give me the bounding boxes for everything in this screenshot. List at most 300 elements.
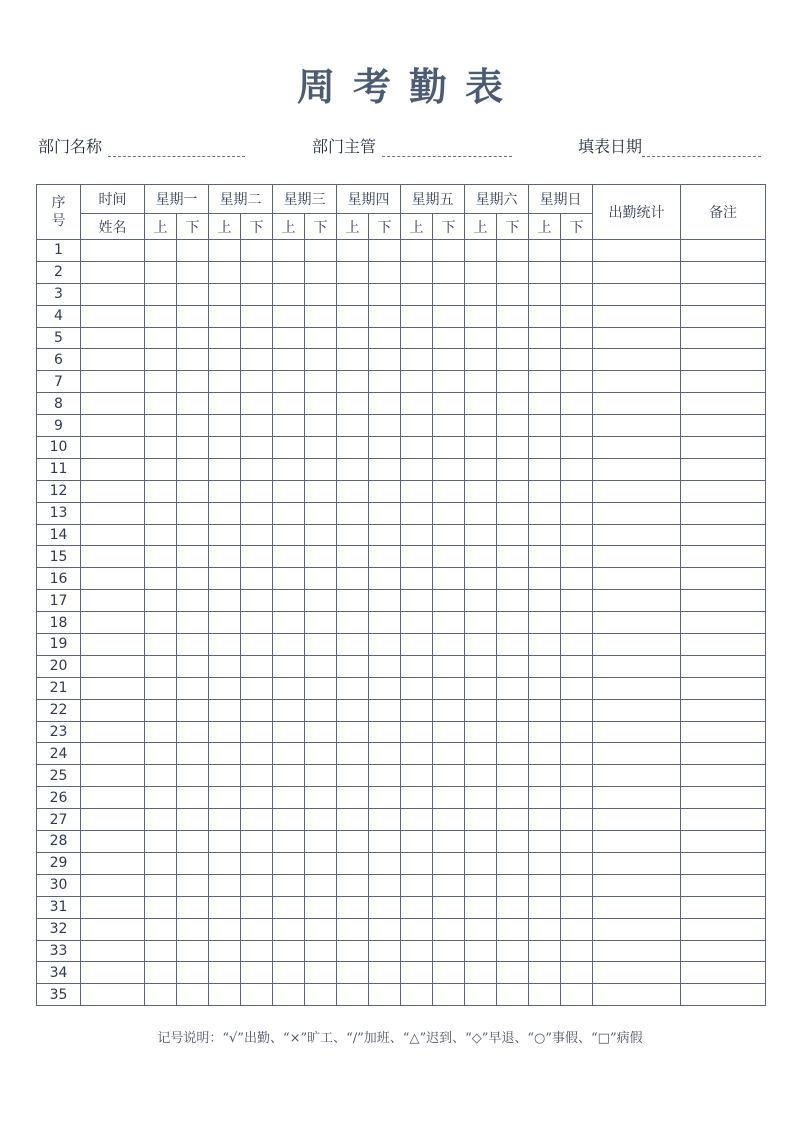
attendance-cell[interactable] [241, 962, 273, 984]
attendance-cell[interactable] [241, 721, 273, 743]
attendance-cell[interactable] [273, 743, 305, 765]
attendance-cell[interactable] [145, 874, 177, 896]
attendance-cell[interactable] [369, 984, 401, 1006]
attendance-cell[interactable] [433, 393, 465, 415]
attendance-cell[interactable] [145, 305, 177, 327]
attendance-cell[interactable] [337, 480, 369, 502]
attendance-cell[interactable] [369, 437, 401, 459]
attendance-cell[interactable] [305, 502, 337, 524]
attendance-cell[interactable] [145, 261, 177, 283]
attendance-cell[interactable] [305, 612, 337, 634]
attendance-cell[interactable] [401, 787, 433, 809]
attendance-cell[interactable] [273, 721, 305, 743]
attendance-total-cell[interactable] [593, 327, 681, 349]
attendance-cell[interactable] [369, 699, 401, 721]
name-cell[interactable] [81, 480, 145, 502]
attendance-cell[interactable] [177, 699, 209, 721]
attendance-cell[interactable] [433, 437, 465, 459]
attendance-cell[interactable] [145, 546, 177, 568]
attendance-cell[interactable] [241, 327, 273, 349]
name-cell[interactable] [81, 984, 145, 1006]
attendance-cell[interactable] [145, 349, 177, 371]
name-cell[interactable] [81, 415, 145, 437]
attendance-cell[interactable] [305, 349, 337, 371]
attendance-cell[interactable] [241, 896, 273, 918]
attendance-cell[interactable] [177, 765, 209, 787]
attendance-cell[interactable] [337, 918, 369, 940]
remarks-cell[interactable] [681, 940, 766, 962]
attendance-cell[interactable] [529, 240, 561, 262]
attendance-cell[interactable] [561, 677, 593, 699]
attendance-cell[interactable] [561, 765, 593, 787]
attendance-cell[interactable] [369, 918, 401, 940]
attendance-cell[interactable] [369, 634, 401, 656]
attendance-cell[interactable] [561, 393, 593, 415]
attendance-cell[interactable] [305, 940, 337, 962]
attendance-cell[interactable] [561, 371, 593, 393]
attendance-cell[interactable] [337, 984, 369, 1006]
attendance-cell[interactable] [241, 261, 273, 283]
attendance-cell[interactable] [241, 699, 273, 721]
attendance-cell[interactable] [529, 546, 561, 568]
attendance-cell[interactable] [177, 634, 209, 656]
attendance-cell[interactable] [465, 568, 497, 590]
attendance-cell[interactable] [273, 349, 305, 371]
attendance-cell[interactable] [177, 480, 209, 502]
remarks-cell[interactable] [681, 677, 766, 699]
attendance-cell[interactable] [305, 437, 337, 459]
remarks-cell[interactable] [681, 699, 766, 721]
attendance-cell[interactable] [369, 852, 401, 874]
attendance-cell[interactable] [241, 852, 273, 874]
attendance-cell[interactable] [273, 962, 305, 984]
attendance-cell[interactable] [401, 283, 433, 305]
name-cell[interactable] [81, 655, 145, 677]
attendance-cell[interactable] [529, 437, 561, 459]
attendance-cell[interactable] [273, 677, 305, 699]
attendance-cell[interactable] [177, 283, 209, 305]
attendance-cell[interactable] [497, 415, 529, 437]
attendance-cell[interactable] [369, 349, 401, 371]
attendance-cell[interactable] [273, 896, 305, 918]
attendance-cell[interactable] [433, 852, 465, 874]
attendance-cell[interactable] [337, 655, 369, 677]
attendance-total-cell[interactable] [593, 765, 681, 787]
attendance-cell[interactable] [241, 743, 273, 765]
attendance-cell[interactable] [529, 874, 561, 896]
attendance-cell[interactable] [273, 393, 305, 415]
attendance-cell[interactable] [497, 655, 529, 677]
attendance-cell[interactable] [433, 283, 465, 305]
attendance-cell[interactable] [465, 349, 497, 371]
attendance-cell[interactable] [561, 721, 593, 743]
attendance-cell[interactable] [497, 809, 529, 831]
attendance-cell[interactable] [209, 393, 241, 415]
attendance-cell[interactable] [209, 918, 241, 940]
attendance-cell[interactable] [369, 415, 401, 437]
name-cell[interactable] [81, 896, 145, 918]
attendance-cell[interactable] [497, 962, 529, 984]
attendance-cell[interactable] [369, 261, 401, 283]
attendance-cell[interactable] [401, 371, 433, 393]
name-cell[interactable] [81, 612, 145, 634]
attendance-cell[interactable] [177, 787, 209, 809]
attendance-cell[interactable] [305, 240, 337, 262]
remarks-cell[interactable] [681, 852, 766, 874]
attendance-cell[interactable] [561, 962, 593, 984]
attendance-cell[interactable] [433, 240, 465, 262]
attendance-cell[interactable] [369, 874, 401, 896]
attendance-cell[interactable] [465, 874, 497, 896]
attendance-cell[interactable] [209, 655, 241, 677]
name-cell[interactable] [81, 524, 145, 546]
attendance-cell[interactable] [177, 437, 209, 459]
attendance-cell[interactable] [401, 655, 433, 677]
attendance-cell[interactable] [273, 305, 305, 327]
attendance-cell[interactable] [305, 546, 337, 568]
attendance-cell[interactable] [145, 852, 177, 874]
attendance-cell[interactable] [401, 546, 433, 568]
attendance-cell[interactable] [369, 327, 401, 349]
attendance-cell[interactable] [433, 699, 465, 721]
attendance-cell[interactable] [273, 634, 305, 656]
attendance-cell[interactable] [209, 809, 241, 831]
attendance-cell[interactable] [465, 962, 497, 984]
remarks-cell[interactable] [681, 831, 766, 853]
remarks-cell[interactable] [681, 261, 766, 283]
attendance-cell[interactable] [529, 896, 561, 918]
name-cell[interactable] [81, 634, 145, 656]
attendance-cell[interactable] [433, 634, 465, 656]
attendance-cell[interactable] [465, 787, 497, 809]
attendance-cell[interactable] [497, 546, 529, 568]
name-cell[interactable] [81, 962, 145, 984]
attendance-cell[interactable] [145, 568, 177, 590]
attendance-cell[interactable] [209, 896, 241, 918]
attendance-cell[interactable] [401, 458, 433, 480]
attendance-cell[interactable] [241, 437, 273, 459]
name-cell[interactable] [81, 546, 145, 568]
attendance-cell[interactable] [401, 261, 433, 283]
attendance-cell[interactable] [529, 393, 561, 415]
attendance-cell[interactable] [177, 962, 209, 984]
attendance-cell[interactable] [401, 568, 433, 590]
name-cell[interactable] [81, 677, 145, 699]
attendance-cell[interactable] [337, 261, 369, 283]
attendance-cell[interactable] [529, 371, 561, 393]
attendance-cell[interactable] [145, 612, 177, 634]
attendance-total-cell[interactable] [593, 524, 681, 546]
attendance-cell[interactable] [529, 765, 561, 787]
attendance-cell[interactable] [145, 283, 177, 305]
attendance-cell[interactable] [497, 524, 529, 546]
attendance-cell[interactable] [209, 437, 241, 459]
attendance-cell[interactable] [177, 393, 209, 415]
attendance-cell[interactable] [305, 655, 337, 677]
attendance-cell[interactable] [465, 896, 497, 918]
attendance-cell[interactable] [145, 809, 177, 831]
name-cell[interactable] [81, 283, 145, 305]
name-cell[interactable] [81, 852, 145, 874]
attendance-cell[interactable] [401, 305, 433, 327]
attendance-cell[interactable] [369, 240, 401, 262]
attendance-cell[interactable] [337, 349, 369, 371]
attendance-cell[interactable] [209, 415, 241, 437]
attendance-cell[interactable] [305, 896, 337, 918]
attendance-cell[interactable] [369, 831, 401, 853]
attendance-cell[interactable] [305, 283, 337, 305]
attendance-cell[interactable] [337, 787, 369, 809]
attendance-cell[interactable] [561, 655, 593, 677]
attendance-cell[interactable] [337, 283, 369, 305]
attendance-cell[interactable] [241, 393, 273, 415]
attendance-cell[interactable] [209, 590, 241, 612]
remarks-cell[interactable] [681, 415, 766, 437]
attendance-cell[interactable] [369, 480, 401, 502]
attendance-cell[interactable] [273, 809, 305, 831]
attendance-cell[interactable] [465, 261, 497, 283]
attendance-cell[interactable] [433, 809, 465, 831]
attendance-cell[interactable] [561, 896, 593, 918]
remarks-cell[interactable] [681, 502, 766, 524]
attendance-cell[interactable] [401, 721, 433, 743]
attendance-cell[interactable] [465, 984, 497, 1006]
attendance-cell[interactable] [401, 590, 433, 612]
attendance-cell[interactable] [433, 962, 465, 984]
attendance-cell[interactable] [145, 896, 177, 918]
attendance-cell[interactable] [433, 765, 465, 787]
attendance-cell[interactable] [561, 305, 593, 327]
attendance-cell[interactable] [369, 393, 401, 415]
attendance-cell[interactable] [209, 240, 241, 262]
attendance-cell[interactable] [273, 327, 305, 349]
attendance-cell[interactable] [177, 524, 209, 546]
remarks-cell[interactable] [681, 480, 766, 502]
attendance-cell[interactable] [273, 415, 305, 437]
attendance-cell[interactable] [561, 699, 593, 721]
attendance-cell[interactable] [401, 940, 433, 962]
attendance-cell[interactable] [497, 305, 529, 327]
attendance-cell[interactable] [241, 612, 273, 634]
name-cell[interactable] [81, 831, 145, 853]
attendance-cell[interactable] [497, 896, 529, 918]
attendance-cell[interactable] [529, 415, 561, 437]
attendance-cell[interactable] [305, 634, 337, 656]
attendance-cell[interactable] [241, 546, 273, 568]
attendance-cell[interactable] [497, 437, 529, 459]
attendance-cell[interactable] [177, 502, 209, 524]
attendance-cell[interactable] [561, 349, 593, 371]
attendance-cell[interactable] [561, 502, 593, 524]
attendance-cell[interactable] [337, 962, 369, 984]
attendance-cell[interactable] [465, 590, 497, 612]
attendance-cell[interactable] [401, 984, 433, 1006]
manager-input-line[interactable] [382, 137, 512, 157]
attendance-cell[interactable] [401, 415, 433, 437]
attendance-cell[interactable] [465, 677, 497, 699]
name-cell[interactable] [81, 458, 145, 480]
attendance-cell[interactable] [433, 546, 465, 568]
attendance-cell[interactable] [497, 721, 529, 743]
attendance-total-cell[interactable] [593, 261, 681, 283]
attendance-cell[interactable] [561, 480, 593, 502]
attendance-cell[interactable] [561, 568, 593, 590]
department-input-line[interactable] [108, 137, 245, 157]
attendance-cell[interactable] [497, 984, 529, 1006]
attendance-cell[interactable] [497, 349, 529, 371]
attendance-cell[interactable] [465, 634, 497, 656]
attendance-cell[interactable] [529, 612, 561, 634]
attendance-cell[interactable] [337, 940, 369, 962]
attendance-cell[interactable] [529, 634, 561, 656]
attendance-cell[interactable] [209, 327, 241, 349]
attendance-cell[interactable] [465, 831, 497, 853]
attendance-cell[interactable] [401, 809, 433, 831]
attendance-cell[interactable] [209, 502, 241, 524]
attendance-cell[interactable] [177, 546, 209, 568]
attendance-cell[interactable] [497, 612, 529, 634]
attendance-cell[interactable] [497, 480, 529, 502]
attendance-cell[interactable] [241, 415, 273, 437]
name-cell[interactable] [81, 371, 145, 393]
attendance-cell[interactable] [561, 458, 593, 480]
attendance-cell[interactable] [273, 502, 305, 524]
remarks-cell[interactable] [681, 896, 766, 918]
attendance-cell[interactable] [305, 415, 337, 437]
attendance-cell[interactable] [497, 634, 529, 656]
attendance-cell[interactable] [337, 502, 369, 524]
attendance-cell[interactable] [529, 458, 561, 480]
attendance-cell[interactable] [241, 480, 273, 502]
attendance-cell[interactable] [177, 349, 209, 371]
attendance-cell[interactable] [145, 415, 177, 437]
remarks-cell[interactable] [681, 743, 766, 765]
attendance-cell[interactable] [561, 415, 593, 437]
attendance-cell[interactable] [177, 655, 209, 677]
attendance-cell[interactable] [561, 743, 593, 765]
attendance-cell[interactable] [561, 524, 593, 546]
remarks-cell[interactable] [681, 721, 766, 743]
attendance-cell[interactable] [241, 940, 273, 962]
remarks-cell[interactable] [681, 612, 766, 634]
remarks-cell[interactable] [681, 393, 766, 415]
attendance-cell[interactable] [369, 546, 401, 568]
attendance-cell[interactable] [433, 502, 465, 524]
attendance-cell[interactable] [561, 852, 593, 874]
attendance-cell[interactable] [209, 962, 241, 984]
attendance-cell[interactable] [465, 283, 497, 305]
attendance-cell[interactable] [369, 896, 401, 918]
attendance-cell[interactable] [561, 283, 593, 305]
attendance-cell[interactable] [529, 852, 561, 874]
attendance-cell[interactable] [177, 371, 209, 393]
attendance-cell[interactable] [209, 634, 241, 656]
attendance-cell[interactable] [273, 655, 305, 677]
attendance-cell[interactable] [401, 480, 433, 502]
attendance-cell[interactable] [401, 393, 433, 415]
attendance-cell[interactable] [209, 349, 241, 371]
attendance-total-cell[interactable] [593, 634, 681, 656]
name-cell[interactable] [81, 437, 145, 459]
attendance-cell[interactable] [305, 261, 337, 283]
attendance-cell[interactable] [433, 612, 465, 634]
attendance-cell[interactable] [241, 765, 273, 787]
attendance-cell[interactable] [433, 261, 465, 283]
name-cell[interactable] [81, 568, 145, 590]
attendance-cell[interactable] [465, 393, 497, 415]
attendance-cell[interactable] [369, 962, 401, 984]
attendance-cell[interactable] [305, 371, 337, 393]
attendance-cell[interactable] [177, 809, 209, 831]
attendance-cell[interactable] [177, 240, 209, 262]
attendance-cell[interactable] [305, 568, 337, 590]
attendance-cell[interactable] [241, 590, 273, 612]
name-cell[interactable] [81, 699, 145, 721]
remarks-cell[interactable] [681, 349, 766, 371]
attendance-cell[interactable] [369, 371, 401, 393]
attendance-cell[interactable] [337, 677, 369, 699]
attendance-cell[interactable] [465, 743, 497, 765]
attendance-cell[interactable] [145, 940, 177, 962]
attendance-cell[interactable] [273, 590, 305, 612]
attendance-cell[interactable] [305, 699, 337, 721]
attendance-cell[interactable] [529, 787, 561, 809]
attendance-cell[interactable] [497, 261, 529, 283]
attendance-cell[interactable] [433, 415, 465, 437]
attendance-cell[interactable] [273, 918, 305, 940]
attendance-cell[interactable] [305, 458, 337, 480]
attendance-total-cell[interactable] [593, 787, 681, 809]
attendance-cell[interactable] [273, 371, 305, 393]
attendance-cell[interactable] [497, 393, 529, 415]
attendance-cell[interactable] [177, 590, 209, 612]
attendance-cell[interactable] [529, 699, 561, 721]
attendance-cell[interactable] [337, 415, 369, 437]
attendance-cell[interactable] [241, 283, 273, 305]
attendance-cell[interactable] [305, 743, 337, 765]
remarks-cell[interactable] [681, 283, 766, 305]
remarks-cell[interactable] [681, 984, 766, 1006]
attendance-cell[interactable] [305, 480, 337, 502]
attendance-cell[interactable] [145, 721, 177, 743]
remarks-cell[interactable] [681, 568, 766, 590]
attendance-cell[interactable] [241, 831, 273, 853]
attendance-cell[interactable] [433, 655, 465, 677]
attendance-cell[interactable] [497, 240, 529, 262]
remarks-cell[interactable] [681, 634, 766, 656]
attendance-cell[interactable] [497, 743, 529, 765]
remarks-cell[interactable] [681, 918, 766, 940]
attendance-cell[interactable] [177, 261, 209, 283]
attendance-cell[interactable] [305, 984, 337, 1006]
attendance-cell[interactable] [561, 437, 593, 459]
attendance-cell[interactable] [401, 524, 433, 546]
attendance-cell[interactable] [369, 787, 401, 809]
remarks-cell[interactable] [681, 765, 766, 787]
attendance-cell[interactable] [497, 831, 529, 853]
attendance-cell[interactable] [145, 502, 177, 524]
attendance-cell[interactable] [497, 371, 529, 393]
attendance-cell[interactable] [273, 984, 305, 1006]
attendance-cell[interactable] [273, 699, 305, 721]
attendance-total-cell[interactable] [593, 809, 681, 831]
attendance-cell[interactable] [369, 743, 401, 765]
attendance-cell[interactable] [529, 831, 561, 853]
attendance-total-cell[interactable] [593, 852, 681, 874]
attendance-cell[interactable] [465, 809, 497, 831]
attendance-cell[interactable] [145, 240, 177, 262]
attendance-cell[interactable] [465, 721, 497, 743]
